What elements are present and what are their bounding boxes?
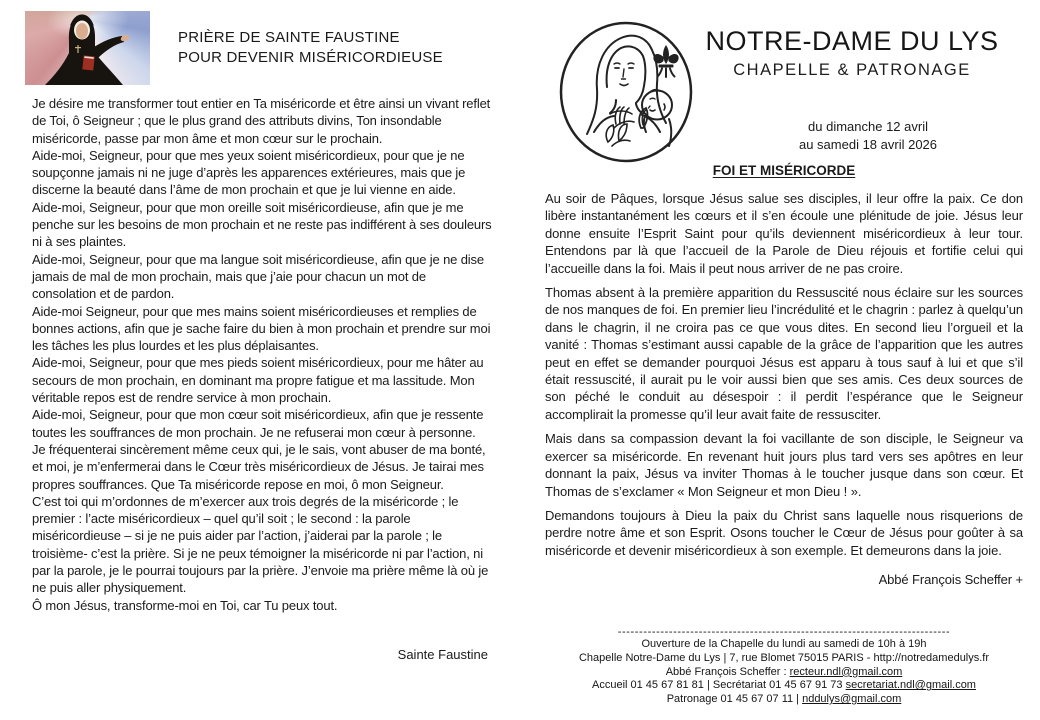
prayer-text xyxy=(32,95,492,614)
org-subtitle: CHAPELLE & PATRONAGE xyxy=(733,61,971,79)
footer-line-address: Chapelle Notre-Dame du Lys | 7, rue Blomet 75015 PARIS - http://notredamedulys.fr xyxy=(578,651,990,664)
org-name: NOTRE-DAME DU LYS xyxy=(705,26,999,56)
footer-divider: ------------------------------------------------------------------------------ xyxy=(617,626,951,638)
date-line2: au samedi 18 avril 2026 xyxy=(798,137,938,152)
prayer-title-line2: POUR DEVENIR MISÉRICORDIEUSE xyxy=(178,49,443,66)
prayer-paragraph: Aide-moi, Seigneur, pour que mes pieds soient miséricordieux, pour me hâter au secours de mon prochain, en dominant ma propre fatigue et ma lassitude. Mon véritable repos est de rendre service à mon prochain. xyxy=(32,355,484,406)
prayer-paragraph: Aide-moi, Seigneur, pour que mon cœur soit miséricordieux, afin que je ressente toutes les souffrances de mon prochain. Je ne refuserai mon cœur à personne. Je fréquenterai sincèrement même ceux qui, je le sais, vont abuser de ma bonté, et moi, je m’enfermerai dans le Cœur très miséricordieux de Jésus. Je tairai mes propres souffrances. Que Ta miséricorde repose en moi, ô mon Seigneur. xyxy=(32,407,486,492)
prayer-paragraph: C’est toi qui m’ordonnes de m’exercer aux trois degrés de la miséricorde ; le premier : l’acte miséricordieux – quel qu’il soit ; le second : la parole miséricordieuse – si je ne puis aider par l’action, j’aiderai par la parole ; le troisième- c’est la prière. Si je ne peux témoigner la miséricorde ni par l’action, ni par la parole, je le pourrai toujours par la prière. J’envoie ma prière même là où je ne puis aller physiquement. xyxy=(32,493,489,596)
faustine-figure xyxy=(25,11,150,85)
article-signature: Abbé François Scheffer + xyxy=(878,572,1023,588)
footer-line-rector xyxy=(545,666,1023,680)
article-paragraph: Demandons toujours à Dieu la paix du Christ sans laquelle nous risquerions de perdre notre âme et son Esprit. Osons toucher le Cœur de Jésus pour goûter à sa miséricorde et devenir miséricordieux à son exemple. Et demeurons dans la joie. xyxy=(545,507,1023,558)
footer-line-hours: Ouverture de la Chapelle du lundi au samedi de 10h à 19h xyxy=(641,638,927,650)
article-text xyxy=(545,190,1023,589)
footer-rector-label: Abbé François Scheffer : xyxy=(665,665,790,678)
footer-phones-label: Accueil 01 45 67 81 81 | Secrétariat 01 45 67 91 73 xyxy=(592,679,846,692)
prayer-signature: Sainte Faustine xyxy=(397,647,488,662)
email-link-secretariat[interactable]: secretariat.ndl@gmail.com xyxy=(845,679,976,692)
email-link-patronage[interactable]: nddulys@gmail.com xyxy=(802,693,902,706)
faustine-photo xyxy=(25,11,150,85)
prayer-paragraph: Ô mon Jésus, transforme-moi en Toi, car Tu peux tout. xyxy=(32,597,338,613)
article-title: FOI ET MISÉRICORDE xyxy=(712,163,856,178)
footer-patronage-label: Patronage 01 45 67 07 11 | xyxy=(666,693,803,706)
prayer-paragraph: Aide-moi Seigneur, pour que mes mains soient miséricordieuses et remplies de bonnes actions, afin que je sache faire du bien à mon prochain et prendre sur moi les tâches les plus lourdes et les plus déplaisantes. xyxy=(32,303,491,354)
prayer-title-line1: PRIÈRE DE SAINTE FAUSTINE xyxy=(178,29,400,46)
email-link-recteur[interactable]: recteur.ndl@gmail.com xyxy=(789,665,903,678)
footer xyxy=(545,626,1023,707)
article-paragraph: Au soir de Pâques, lorsque Jésus salue ses disciples, il leur offre la paix. Ce don libère instantanément les cœurs et il s’en écoule une plénitude de joie. Jésus leur donne ensuite l’Esprit Saint pour qu’ils deviennent miséricordieux à leur tour. Entendons par là que l’accueil de la Parole de Dieu réjouis et fortifie celui qui l’accueille dans la foi. Mais il peut nous arriver de ne pas croire. xyxy=(545,191,1023,276)
article-paragraph: Thomas absent à la première apparition du Ressuscité nous éclaire sur les sources de nos manques de foi. En premier lieu l’incrédulité et le chagrin : parlez à quelqu’un dans le chagrin, il ne croira pas ce que vous dites. En second lieu l’orgueil et la vanité : Thomas s’estimant aussi capable de la grâce de l’apparition que les autres peut en effet se demander pourquoi Jésus est apparu à tous sauf à lui et que s’il était ressuscité, il aurait pu le voir aussi bien que ses amis. Ces deux sources de son péché le conduit au désespoir : il perdit l’espérance que le Seigneur accomplirait la promesse qu’il leur avait faite de ressusciter. xyxy=(545,285,1023,422)
prayer-paragraph: Aide-moi, Seigneur, pour que mon oreille soit miséricordieuse, afin que je me penche sur les besoins de mon prochain et ne reste pas indifférent à ses douleurs ni à ses plaintes. xyxy=(32,199,492,250)
prayer-paragraph: Aide-moi, Seigneur, pour que mes yeux soient miséricordieux, pour que je ne soupçonne jamais ni ne juge d’après les apparences extérieures, mais que je discerne la beauté dans l’âme de mon prochain et que je lui vienne en aide. xyxy=(32,147,466,198)
footer-line-phones xyxy=(545,679,1023,693)
article-paragraph: Mais dans sa compassion devant la foi vacillante de son disciple, le Seigneur va exercer sa miséricorde. En revenant huit jours plus tard vers ses apôtres en leur donnant la paix, Jésus va inviter Thomas à le toucher jusque dans son cœur. Et Thomas de s’exclamer « Mon Seigneur et mon Dieu ! ». xyxy=(545,431,1023,499)
prayer-title xyxy=(178,28,498,68)
prayer-paragraph: Aide-moi, Seigneur, pour que ma langue soit miséricordieuse, afin que je ne dise jamais de mal de mon prochain, mais que j’aie pour chacun un mot de consolation et de pardon. xyxy=(32,251,484,302)
prayer-paragraph: Je désire me transformer tout entier en Ta miséricorde et être ainsi un vivant reflet de Toi, ô Seigneur ; que le plus grand des attributs divins, Ton insondable miséricorde, passe par mon âme et mon cœur sur le prochain. xyxy=(32,96,491,146)
footer-line-patronage xyxy=(545,693,1023,707)
date-line1: du dimanche 12 avril xyxy=(808,119,928,134)
date-range xyxy=(758,118,978,154)
